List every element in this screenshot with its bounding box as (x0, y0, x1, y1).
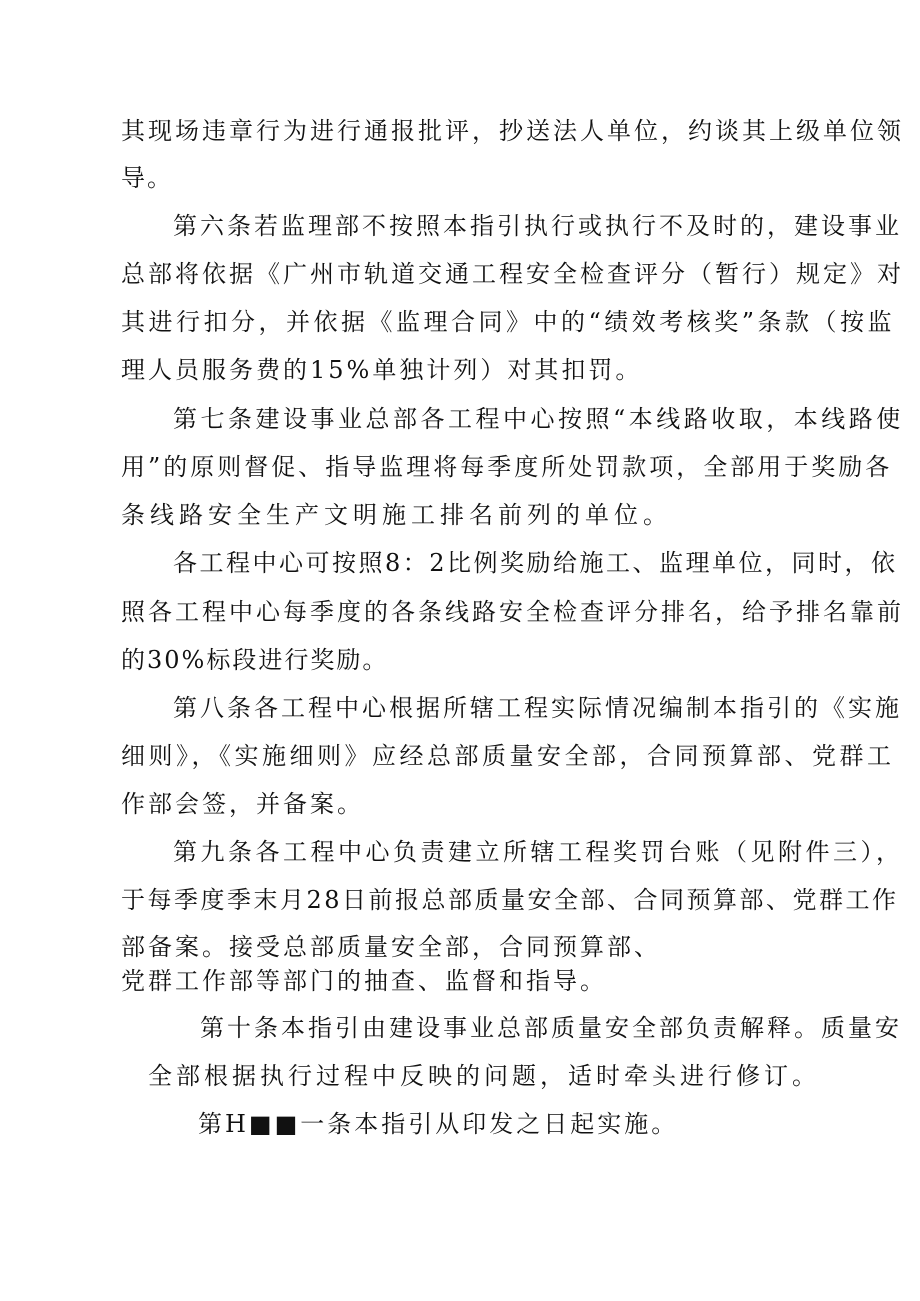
text-line: 各工程中心可按照8：2比例奖励给施工、监理单位，同时，依 (173, 549, 898, 577)
text-line: 照各工程中心每季度的各条线路安全检查评分排名，给予排名靠前 (121, 598, 904, 626)
text-line: 第十条本指引由建设事业总部质量安全部负责解释。质量安 (200, 1014, 902, 1042)
text-line: 第九条各工程中心负责建立所辖工程奖罚台账（见附件三）， (173, 838, 904, 866)
text-line: 全部根据执行过程中反映的问题，适时牵头进行修订。 (148, 1062, 820, 1090)
text-line: 其现场违章行为进行通报批评，抄送法人单位，约谈其上级单位领 (121, 117, 904, 145)
text-line: 党群工作部等部门的抽查、监督和指导。 (121, 967, 607, 995)
text-line: 总部将依据《广州市轨道交通工程安全检查评分（暂行）规定》对 (121, 260, 904, 288)
text-line: 作部会签，并备案。 (121, 790, 364, 818)
text-line: 第六条若监理部不按照本指引执行或执行不及时的，建设事业 (173, 212, 902, 240)
text-line: 第八条各工程中心根据所辖工程实际情况编制本指引的《实施 (173, 694, 902, 722)
text-line: 条线路安全生产文明施工排名前列的单位。 (121, 501, 672, 529)
text-line: 细则》，《实施细则》应经总部质量安全部，合同预算部、党群工 (121, 742, 895, 770)
text-line: 理人员服务费的15%单独计列）对其扣罚。 (121, 356, 643, 384)
text-line: 用”的原则督促、指导监理将每季度所处罚款项，全部用于奖励各 (121, 453, 893, 481)
text-line: 于每季度季末月28日前报总部质量安全部、合同预算部、党群工作 (121, 886, 899, 914)
text-line: 部备案。接受总部质量安全部，合同预算部、 (121, 933, 661, 961)
text-line: 导。 (121, 164, 173, 192)
text-line: 第H■■一条本指引从印发之日起实施。 (198, 1110, 679, 1138)
text-line: 的30%标段进行奖励。 (121, 646, 389, 674)
text-line: 第七条建设事业总部各工程中心按照“本线路收取，本线路使 (173, 405, 904, 433)
text-line: 其进行扣分，并依据《监理合同》中的“绩效考核奖”条款（按监 (121, 308, 896, 336)
